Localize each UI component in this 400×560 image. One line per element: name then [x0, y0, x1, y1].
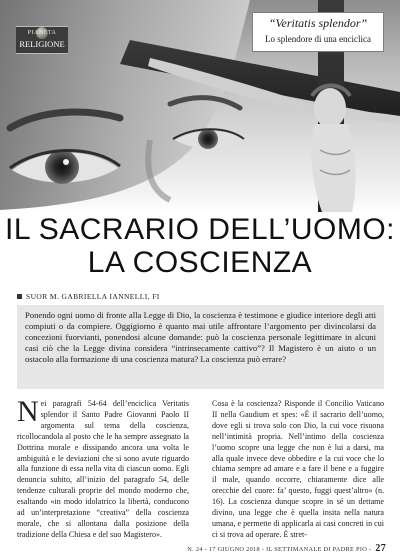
body-column-right: [212, 399, 384, 539]
bullet-square-icon: [17, 294, 22, 299]
page-number: 27: [375, 543, 386, 554]
title-line-2: LA COSCIENZA: [87, 246, 313, 279]
badge-top-label: PIANETA: [27, 30, 57, 36]
author-name: SUOR M. GABRIELLA IANNELLI, FI: [26, 292, 160, 301]
hero-image: [0, 0, 400, 212]
badge-section-label: RELIGIONE: [19, 39, 65, 49]
section-badge: [16, 26, 68, 54]
article-title: [0, 213, 400, 279]
body-column-left: [17, 399, 189, 539]
motto-subtitle: Lo splendore di una enciclica: [265, 34, 371, 44]
intro-box: Ponendo ogni uomo di fronte alla Legge di Dio, la coscienza è testimone e giudice interiore degli atti compiuti o da compiere. Oggigiorno è quanto mai utile affrontare l’argomento per divincolarsi da concezioni fuorvianti, ponendosi alcune domande: può la coscienza personale legittimare in alcuni casi ciò che la Legge divina considera “intrinsecamente cattivo”? Il Magistero è un aiuto o un ostacolo alla formazione di una coscienza matura? La coscienza può errare?: [17, 305, 384, 389]
motto-title: “Veritatis splendor”: [268, 16, 368, 30]
page-footer: [187, 543, 386, 554]
drop-cap: N: [17, 399, 39, 428]
motto-box: [252, 12, 384, 52]
body-text-right: Cosa è la coscienza? Risponde il Concilio Vaticano II nella Gaudium et spes: «È il sacrario dell’uomo, dove egli si trova solo con Dio, la cui voce risuona nell’intimità propria. Nell’intimo della coscienza l’uomo scopre una legge che non è lui a darsi, ma alla quale invece deve obbedire e la cui voce che lo chiama sempre ad amare e a fare il bene e a fuggire il male, quando occorre, chiaramente dice alle orecchie del cuore: fa’ questo, fuggi quest’altro» (n. 16). La coscienza dunque scopre in sé un dettame divino, una legge che è quella insita nella natura umana, e permette di applicarla ai casi concreti in cui ci si trova ad operare. È stret-: [212, 399, 384, 539]
issue-info: N. 24 - 17 GIUGNO 2018 - IL SETTIMANALE DI PADRE PIO -: [187, 546, 372, 553]
author-byline: [17, 292, 160, 301]
body-text-left: ei paragrafi 54-64 dell’enciclica Veritatis splendor il Santo Padre Giovanni Paolo II argomenta sul tema della coscienza, ricollocandola al posto che le ha sempre assegnato la Dottrina morale e dissipando ancora una volta le ambiguità e le deviazioni che si sono avute riguardo alla funzione di essa nella vita di ciascun uomo. Egli denuncia subito, all’inizio del paragrafo 54, delle tendenze culturali proprie del mondo moderno che, esaltando «in modo idolatrico la libertà, conducono ad un’interpretazione “creativa” della coscienza morale, che si allontana dalla posizione della tradizione della Chiesa e del suo Magistero».: [17, 399, 189, 539]
title-line-1: IL SACRARIO DELL’UOMO:: [5, 213, 395, 246]
